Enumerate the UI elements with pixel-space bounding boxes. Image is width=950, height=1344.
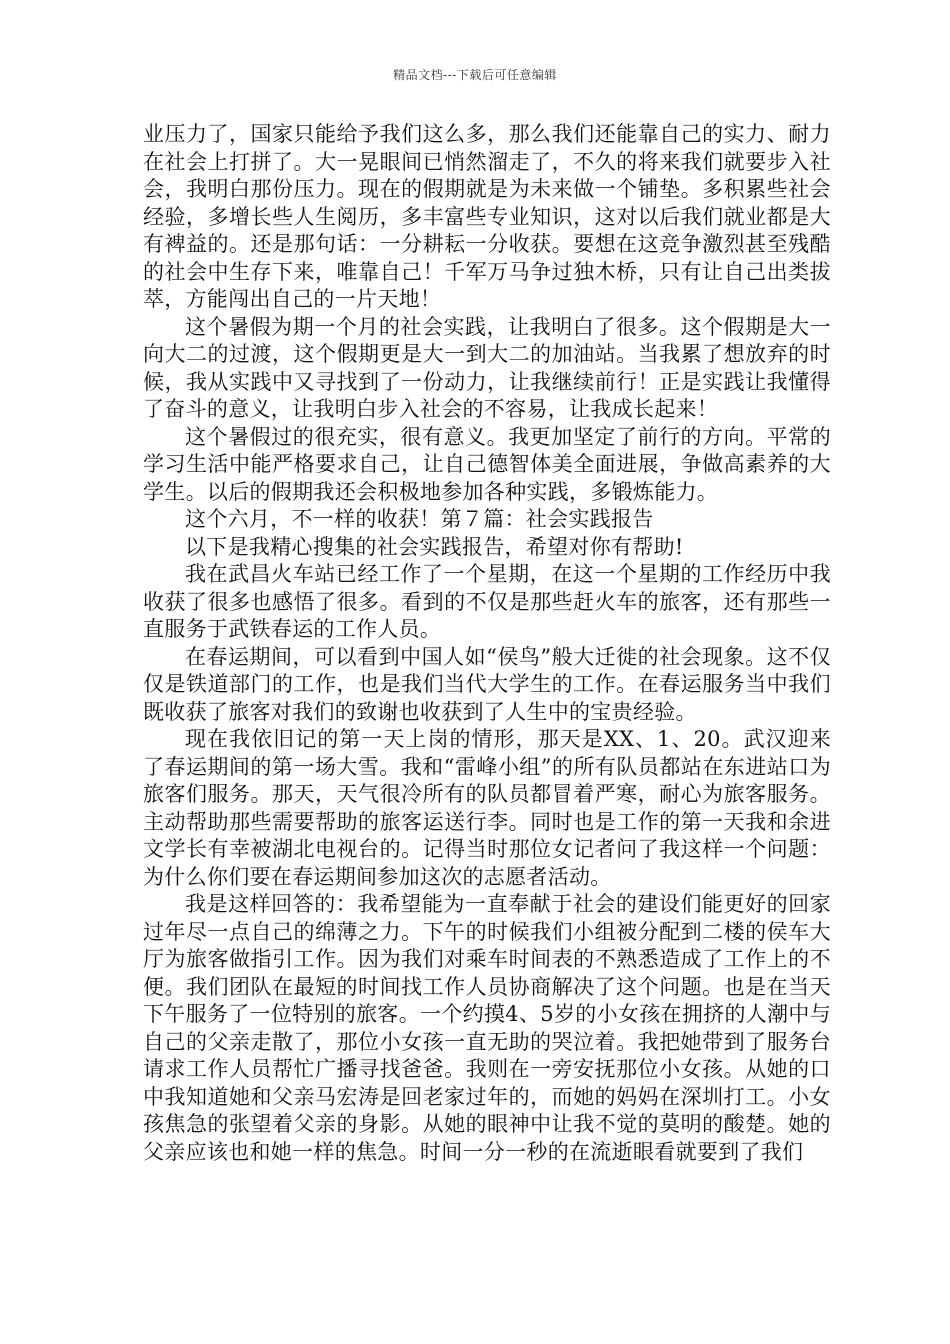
page-header: 精品文档---下载后可任意编辑	[393, 68, 557, 82]
paragraph: 这个暑假过的很充实，很有意义。我更加坚定了前行的方向。平常的学习生活中能严格要求自己，让自己德智体美全面进展，争做高素养的大学生。以后的假期我还会积极地参加各种实践，多锻炼能力。	[143, 424, 831, 504]
paragraph: 现在我依旧记的第一天上岗的情形，那天是XX、1、20。武汉迎来了春运期间的第一场大雪。我和“雷峰小组”的所有队员都站在东进站口为旅客们服务。那天，天气很冷所有的队员都冒着严寒，耐心为旅客服务。主动帮助那些需要帮助的旅客运送行李。同时也是工作的第一天我和余进文学长有幸被湖北电视台的。记得当时那位女记者问了我这样一个问题：为什么你们要在春运期间参加这次的志愿者活动。	[143, 727, 831, 889]
paragraph: 我在武昌火车站已经工作了一个星期，在这一个星期的工作经历中我收获了很多也感悟了很多。看到的不仅是那些赶火车的旅客，还有那些一直服务于武铁春运的工作人员。	[143, 562, 831, 641]
section-title: 这个六月，不一样的收获！第７篇：社会实践报告	[185, 507, 654, 531]
paragraph: 这个暑假为期一个月的社会实践，让我明白了很多。这个假期是大一向大二的过渡，这个假期更是大一到大二的加油站。当我累了想放弃的时候，我从实践中又寻找到了一份动力，让我继续前行！正是实践让我懂得了奋斗的意义，让我明白步入社会的不容易，让我成长起来！	[143, 314, 831, 421]
document-body	[143, 121, 831, 1166]
paragraph: 我是这样回答的：我希望能为一直奉献于社会的建设们能更好的回家过年尽一点自己的绵薄之力。下午的时候我们小组被分配到二楼的侯车大厅为旅客做指引工作。因为我们对乘车时间表的不熟悉造成了工作上的不便。我们团队在最短的时间找工作人员协商解决了这个问题。也是在当天下午服务了一位特别的旅客。一个约摸4、5岁的小女孩在拥挤的人潮中与自己的父亲走散了，那位小女孩一直无助的哭泣着。我把她带到了服务台请求工作人员帮忙广播寻找爸爸。我则在一旁安抚那位小女孩。从她的口中我知道她和父亲马宏涛是回老家过年的，而她的妈妈在深圳打工。小女孩焦急的张望着父亲的身影。从她的眼神中让我不觉的莫明的酸楚。她的父亲应该也和她一样的焦急。时间一分一秒的在流逝眼看就要到了我们	[143, 892, 831, 1164]
paragraph: 以下是我精心搜集的社会实践报告，希望对你有帮助!	[185, 534, 684, 559]
paragraph: 在春运期间，可以看到中国人如“侯鸟”般大迁徙的社会现象。这不仅仅是铁道部门的工作，也是我们当代大学生的工作。在春运服务当中我们既收获了旅客对我们的致谢也收获到了人生中的宝贵经验。	[143, 644, 831, 724]
paragraph: 业压力了，国家只能给予我们这么多，那么我们还能靠自己的实力、耐力在社会上打拼了。大一晃眼间已悄然溜走了，不久的将来我们就要步入社会，我明白那份压力。现在的假期就是为未来做一个铺垫。多积累些社会经验，多增长些人生阅历，多丰富些专业知识，这对以后我们就业都是大有裨益的。还是那句话：一分耕耘一分收获。要想在这竞争激烈甚至残酷的社会中生存下来，唯靠自己！千军万马争过独木桥，只有让自己出类拔萃，方能闯出自己的一片天地！	[143, 122, 831, 311]
